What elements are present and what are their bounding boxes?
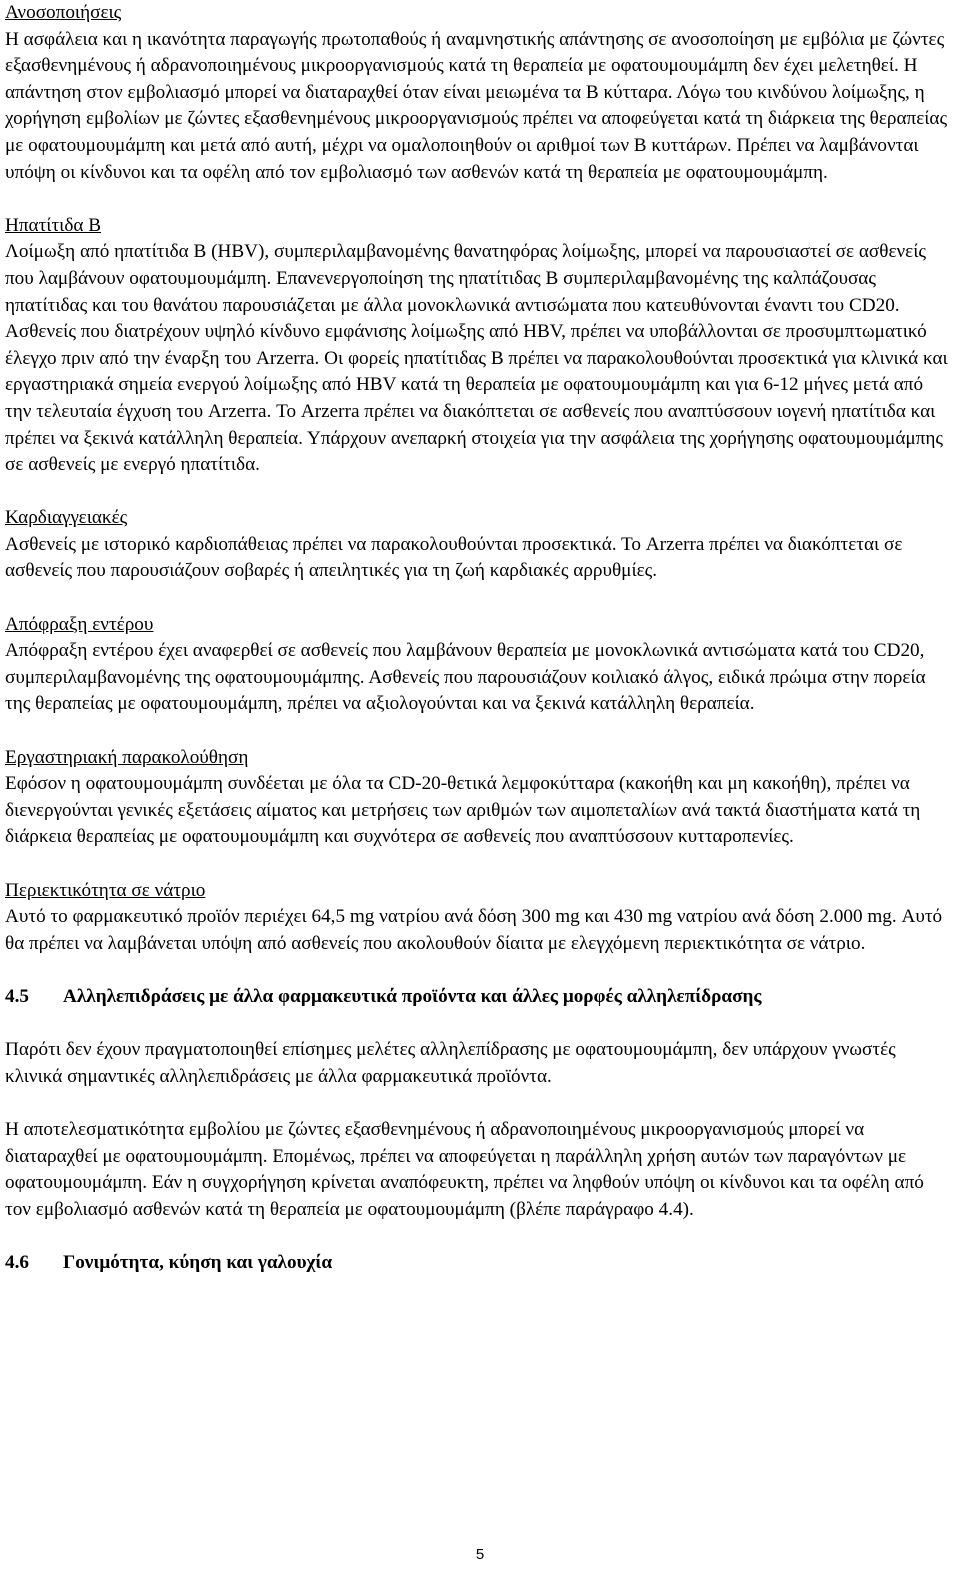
section-vaccinations [5,0,949,186]
section-bowel-obstruction [5,612,949,718]
section-heading: Καρδιαγγειακές [5,507,128,529]
section-text: Η ασφάλεια και η ικανότητα παραγωγής πρωτοπαθούς ή αναμνηστικής απάντησης σε ανοσοποίηση με εμβόλια με ζώντες εξασθενημένους ή αδρανοποιημένους μικροοργανισμούς κατά τη θεραπεία με οφατουμουμάμπη δεν έχει μελετηθεί. Η απάντηση στον εμβολιασμό μπορεί να διαταραχθεί όταν είναι μειωμένα τα B κύτταρα. Λόγω του κινδύνου λοίμωξης, η χορήγηση εμβολίων με ζώντες εξασθενημένους μικροοργανισμούς πρέπει να αποφεύγεται κατά τη διάρκεια της θεραπείας με οφατουμουμάμπη και μετά από αυτή, μέχρι να ομαλοποιηθούν οι αριθμοί των B κυττάρων. Πρέπει να λαμβάνονται υπόψη οι κίνδυνοι και τα οφέλη από τον εμβολιασμό των ασθενών κατά τη θεραπεία με οφατουμουμάμπη. [5,28,948,183]
section-heading: Απόφραξη εντέρου [5,613,154,635]
section-text: Εφόσον η οφατουμουμάμπη συνδέεται με όλα τα CD-20-θετικά λεμφοκύτταρα (κακοήθη και μη κακοήθη), πρέπει να διενεργούνται γενικές εξετάσεις αίματος και μετρήσεις των αριθμών των αιμοπεταλίων ανά τακτά διαστήματα κατά τη διάρκεια θεραπείας με οφατουμουμάμπη και συχνότερα σε ασθενείς που αναπτύσσουν κυτταροπενίες. [5,773,921,848]
section-4-5-paragraph-1: Παρότι δεν έχουν πραγματοποιηθεί επίσημες μελέτες αλληλεπίδρασης με οφατουμουμάμπη, δεν υπάρχουν γνωστές κλινικά σημαντικές αλληλεπιδράσεις με άλλα φαρμακευτικά προϊόντα. [5,1039,896,1087]
page-number: 5 [475,1546,485,1563]
section-heading: Εργαστηριακή παρακολούθηση [5,746,249,768]
section-number: 4.6 [5,1251,29,1273]
section-title: Γονιμότητα, κύηση και γαλουχία [63,1251,333,1273]
section-number: 4.5 [5,985,29,1007]
section-sodium [5,878,949,958]
section-title: Αλληλεπιδράσεις με άλλα φαρμακευτικά προϊόντα και άλλες μορφές αλληλεπίδρασης [63,985,762,1007]
section-hepatitis-b [5,213,949,479]
section-lab-monitoring [5,745,949,851]
document-page [5,0,949,1277]
section-4-6-title [5,1250,949,1277]
section-cardiovascular [5,505,949,585]
section-text: Απόφραξη εντέρου έχει αναφερθεί σε ασθενείς που λαμβάνουν θεραπεία με μονοκλωνικά αντισώματα κατά του CD20, συμπεριλαμβανομένης της οφατουμουμάμπης. Ασθενείς που παρουσιάζουν κοιλιακό άλγος, ειδικά πρώιμα στην πορεία της θεραπείας με οφατουμουμάμπη, πρέπει να αξιολογούνται και να ξεκινά κατάλληλη θεραπεία. [5,640,926,715]
section-heading: Περιεκτικότητα σε νάτριο [5,879,206,901]
section-4-5-paragraph-2: Η αποτελεσματικότητα εμβολίου με ζώντες εξασθενημένους ή αδρανοποιημένους μικροοργανισμούς μπορεί να διαταραχθεί με οφατουμουμάμπη. Επομένως, πρέπει να αποφεύγεται η παράλληλη χρήση αυτών των παραγόντων με οφατουμουμάμπη. Εάν η συγχορήγηση κρίνεται αναπόφευκτη, πρέπει να ληφθούν υπόψη οι κίνδυνοι και τα οφέλη από τον εμβολιασμό ασθενών κατά τη θεραπεία με οφατουμουμάμπη (βλέπε παράγραφο 4.4). [5,1118,924,1220]
section-4-5-title [5,984,949,1011]
section-text: Λοίμωξη από ηπατίτιδα Β (HBV), συμπεριλαμβανομένης θανατηφόρας λοίμωξης, μπορεί να παρουσιαστεί σε ασθενείς που λαμβάνουν οφατουμουμάμπη. Επανενεργοποίηση της ηπατίτιδας Β συμπεριλαμβανομένης της καλπάζουσας ηπατίτιδας και του θανάτου παρουσιάζεται με άλλα μονοκλωνικά αντισώματα που κατευθύνονται έναντι του CD20. Ασθενείς που διατρέχουν υψηλό κίνδυνο εμφάνισης λοίμωξης από HBV, πρέπει να υποβάλλονται σε προσυμπτωματικό έλεγχο πριν από την έναρξη του Arzerra. Οι φορείς ηπατίτιδας Β πρέπει να παρακολουθούνται προσεκτικά για κλινικά και εργαστηριακά σημεία ενεργού λοίμωξης από HBV κατά τη θεραπεία με οφατουμουμάμπη και για 6-12 μήνες μετά από την τελευταία έγχυση του Arzerra. Το Arzerra πρέπει να διακόπτεται σε ασθενείς που αναπτύσσουν ιογενή ηπατίτιδα και πρέπει να ξεκινά κατάλληλη θεραπεία. Υπάρχουν ανεπαρκή στοιχεία για την ασφάλεια της χορήγησης οφατουμουμάμπης σε ασθενείς με ενεργό ηπατίτιδα. [5,241,948,476]
section-heading: Ανοσοποιήσεις [5,2,122,23]
section-text: Ασθενείς με ιστορικό καρδιοπάθειας πρέπει να παρακολουθούνται προσεκτικά. Το Arzerra πρέπει να διακόπτεται σε ασθενείς που παρουσιάζουν σοβαρές ή απειλητικές για τη ζωή καρδιακές αρρυθμίες. [5,533,903,582]
section-heading: Ηπατίτιδα Β [5,214,102,236]
section-text: Αυτό το φαρμακευτικό προϊόν περιέχει 64,5 mg νατρίου ανά δόση 300 mg και 430 mg νατρίου ανά δόση 2.000 mg. Αυτό θα πρέπει να λαμβάνεται υπόψη από ασθενείς που ακολουθούν δίαιτα με ελεγχόμενη περιεκτικότητα σε νάτριο. [5,906,943,954]
